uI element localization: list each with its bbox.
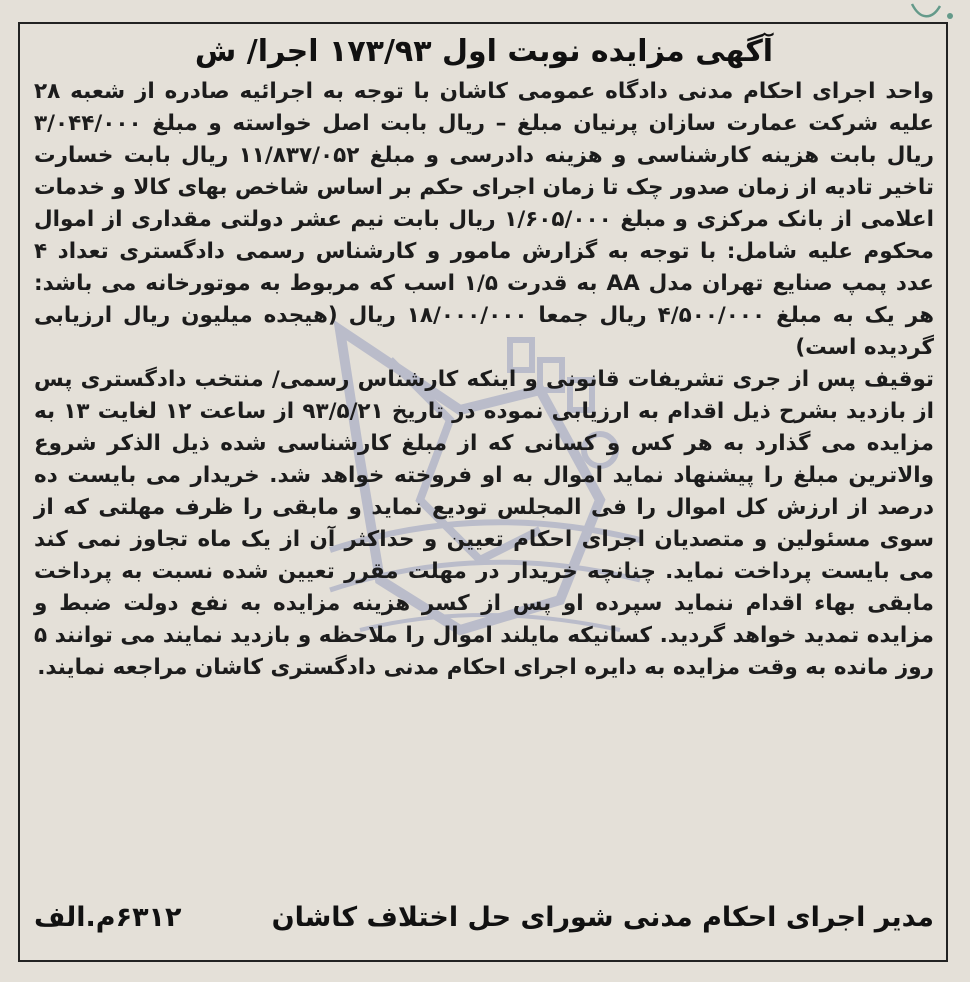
notice-paragraph-1: واحد اجرای احکام مدنی دادگاه عمومی کاشان با توجه به اجرائیه صادره از شعبه ۲۸ علیه شرکت عمارت سازان پرنیان مبلغ – ریال بابت اصل خواسته و مبلغ ۳/۰۴۴/۰۰۰ ریال بابت هزینه کارشناسی و هزینه دادرسی و مبلغ ۱۱/۸۳۷/۰۵۲ ریال بابت خسارت تاخیر تادیه از زمان صدور چک تا زمان اجرای حکم بر اساس شاخص بهای کالا و خدمات اعلامی از بانک مرکزی و مبلغ ۱/۶۰۵/۰۰۰ ریال بابت نیم عشر دولتی مقداری از اموال محکوم علیه شامل: با توجه به گزارش مامور و کارشناس رسمی دادگستری تعداد ۴ عدد پمپ صنایع تهران مدل AA به قدرت ۱/۵ اسب که مربوط به موتورخانه می باشد: هر یک به مبلغ ۴/۵۰۰/۰۰۰ ریال جمعا ۱۸/۰۰۰/۰۰۰ ریال (هیجده میلیون ریال ارزیابی گردیده است) [34,79,934,360]
notice-paragraph-2: توقیف پس از جری تشریفات قانونی و اینکه کارشناس رسمی/ منتخب دادگستری پس از بازدید بشرح ذیل اقدام به ارزیابی نموده در تاریخ ۹۳/۵/۲۱ از ساعت ۱۲ لغایت ۱۳ به مزایده می گذارد به هر کس و کسانی که از مبلغ کارشناسی شده ذیل الذکر شروع والاترین مبلغ را پیشنهاد نماید اموال به او فروخته خواهد شد. خریدار می بایست ده درصد از ارزش کل اموال را فی المجلس تودیع نماید و مابقی را ظرف مهلتی که از سوی مسئولین و متصدیان اجرای احکام تعیین و حداکثر آن از یک ماه تجاوز نمی کند می بایست پرداخت نماید. چنانچه خریدار در مهلت مقرر تعیین شده نسبت به پرداخت مابقی بهاء اقدام ننماید سپرده او پس از کسر هزینه مزایده به نفع دولت ضبط و مزایده تمدید خواهد گردید. کسانیکه مایلند اموال را ملاحظه و بازدید نمایند می توانند ۵ روز مانده به وقت مزایده به دایره اجرای احکام مدنی دادگستری کاشان مراجعه نمایند. [34,367,934,680]
corner-handwriting-mark [906,0,966,22]
notice-footer [34,898,934,938]
reference-number: ۶۳۱۲م.الف [34,902,182,933]
notice-content [34,32,934,684]
signature-line: مدیر اجرای احکام مدنی شورای حل اختلاف کاشان [271,902,934,933]
notice-title: آگهی مزایده نوبت اول ۱۷۳/۹۳ اجرا/ ش [194,34,774,69]
